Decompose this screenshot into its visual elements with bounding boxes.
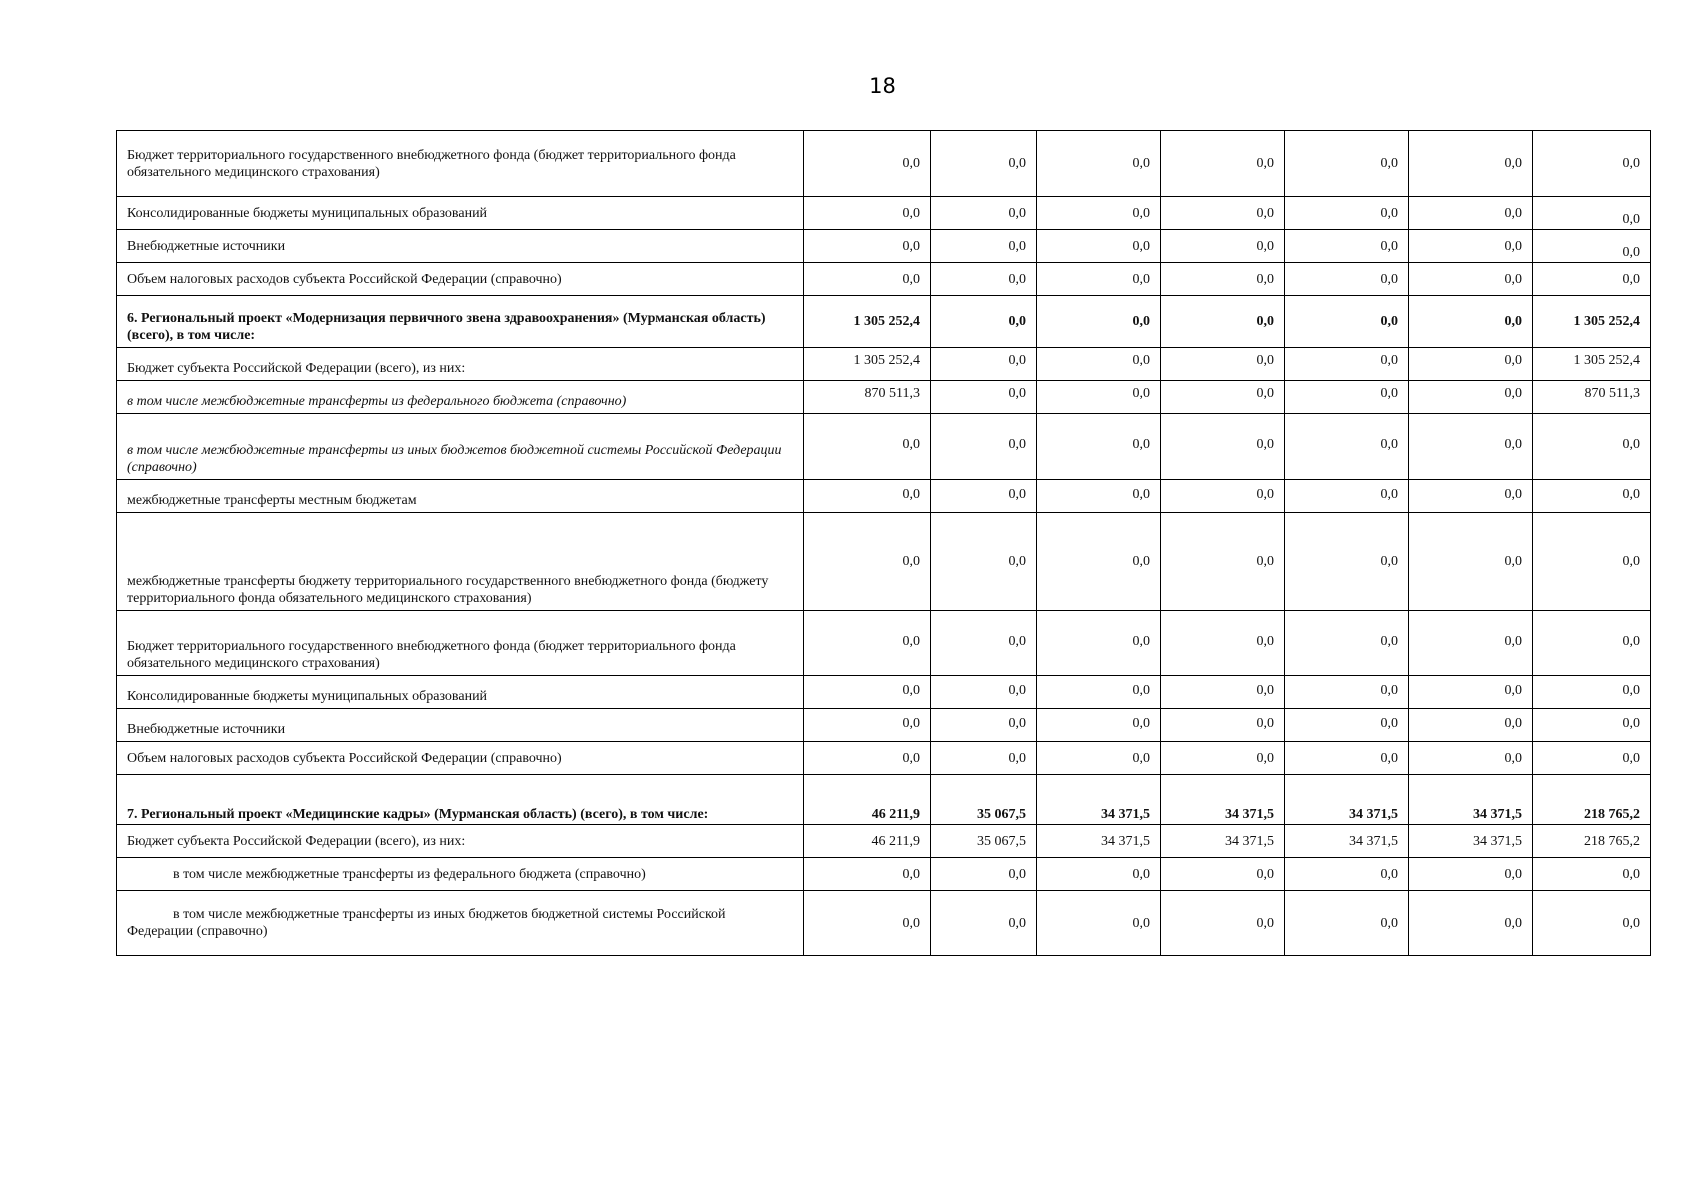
value-cell: 0,0 bbox=[1285, 197, 1409, 230]
row-label: в том числе межбюджетные трансферты из федерального бюджета (справочно) bbox=[117, 381, 804, 414]
value-cell: 1 305 252,4 bbox=[1533, 296, 1651, 348]
value-cell: 0,0 bbox=[1533, 742, 1651, 775]
value-cell: 0,0 bbox=[1285, 131, 1409, 197]
value-cell: 0,0 bbox=[1161, 709, 1285, 742]
value-cell: 34 371,5 bbox=[1037, 775, 1161, 825]
value-cell: 0,0 bbox=[804, 414, 931, 480]
row-label: в том числе межбюджетные трансферты из иных бюджетов бюджетной системы Российской Федерации (справочно) bbox=[117, 414, 804, 480]
value-cell: 0,0 bbox=[804, 858, 931, 891]
value-cell: 0,0 bbox=[1533, 263, 1651, 296]
value-cell: 0,0 bbox=[931, 348, 1037, 381]
value-cell: 0,0 bbox=[1285, 742, 1409, 775]
value-cell: 0,0 bbox=[1161, 676, 1285, 709]
value-cell: 0,0 bbox=[1285, 296, 1409, 348]
value-cell: 0,0 bbox=[1161, 131, 1285, 197]
row-label: Объем налоговых расходов субъекта Российской Федерации (справочно) bbox=[117, 263, 804, 296]
value-cell: 0,0 bbox=[931, 480, 1037, 513]
value-cell: 0,0 bbox=[804, 709, 931, 742]
value-cell: 0,0 bbox=[1409, 742, 1533, 775]
value-cell: 1 305 252,4 bbox=[804, 348, 931, 381]
value-cell: 870 511,3 bbox=[1533, 381, 1651, 414]
value-cell: 1 305 252,4 bbox=[804, 296, 931, 348]
value-cell: 0,0 bbox=[1037, 197, 1161, 230]
row-label: Бюджет субъекта Российской Федерации (всего), из них: bbox=[117, 825, 804, 858]
value-cell: 0,0 bbox=[1285, 480, 1409, 513]
value-cell: 0,0 bbox=[1533, 513, 1651, 611]
value-cell: 0,0 bbox=[1285, 709, 1409, 742]
value-cell: 0,0 bbox=[1533, 858, 1651, 891]
value-cell: 0,0 bbox=[1285, 230, 1409, 263]
value-cell: 0,0 bbox=[1285, 513, 1409, 611]
value-cell: 0,0 bbox=[1037, 858, 1161, 891]
row-label: Бюджет территориального государственного внебюджетного фонда (бюджет территориального фонда обязательного медицинского страхования) bbox=[117, 611, 804, 676]
row-label: Консолидированные бюджеты муниципальных образований bbox=[117, 676, 804, 709]
row-label: 7. Региональный проект «Медицинские кадры» (Мурманская область) (всего), в том числе: bbox=[117, 775, 804, 825]
value-cell: 0,0 bbox=[931, 381, 1037, 414]
row-label: в том числе межбюджетные трансферты из иных бюджетов бюджетной системы Российской Федерации (справочно) bbox=[117, 891, 804, 956]
value-cell: 0,0 bbox=[804, 742, 931, 775]
table-row bbox=[117, 825, 1651, 858]
value-cell: 0,0 bbox=[804, 263, 931, 296]
value-cell: 0,0 bbox=[931, 131, 1037, 197]
value-cell: 0,0 bbox=[931, 230, 1037, 263]
value-cell: 0,0 bbox=[1409, 230, 1533, 263]
row-label: межбюджетные трансферты бюджету территориального государственного внебюджетного фонда (бюджету территориального фонда обязательного медицинского страхования) bbox=[117, 513, 804, 611]
value-cell: 0,0 bbox=[1161, 513, 1285, 611]
value-cell: 0,0 bbox=[1161, 414, 1285, 480]
budget-table bbox=[116, 130, 1651, 956]
value-cell: 218 765,2 bbox=[1533, 825, 1651, 858]
value-cell: 0,0 bbox=[1161, 742, 1285, 775]
table-row bbox=[117, 513, 1651, 611]
row-label: Объем налоговых расходов субъекта Российской Федерации (справочно) bbox=[117, 742, 804, 775]
value-cell: 0,0 bbox=[1037, 131, 1161, 197]
value-cell: 218 765,2 bbox=[1533, 775, 1651, 825]
value-cell: 0,0 bbox=[1037, 709, 1161, 742]
value-cell: 0,0 bbox=[1285, 263, 1409, 296]
value-cell: 0,0 bbox=[1409, 348, 1533, 381]
value-cell: 0,0 bbox=[1409, 263, 1533, 296]
row-label: Внебюджетные источники bbox=[117, 230, 804, 263]
table-row bbox=[117, 709, 1651, 742]
value-cell: 0,0 bbox=[1533, 611, 1651, 676]
table-row bbox=[117, 775, 1651, 825]
table-row bbox=[117, 348, 1651, 381]
value-cell: 34 371,5 bbox=[1161, 775, 1285, 825]
value-cell: 0,0 bbox=[1409, 891, 1533, 956]
value-cell: 35 067,5 bbox=[931, 825, 1037, 858]
value-cell: 0,0 bbox=[931, 197, 1037, 230]
value-cell: 0,0 bbox=[1409, 296, 1533, 348]
value-cell: 0,0 bbox=[1533, 414, 1651, 480]
value-cell: 0,0 bbox=[804, 676, 931, 709]
value-cell: 34 371,5 bbox=[1161, 825, 1285, 858]
value-cell: 0,0 bbox=[1409, 131, 1533, 197]
value-cell: 0,0 bbox=[804, 197, 931, 230]
value-cell: 0,0 bbox=[804, 480, 931, 513]
value-cell: 0,0 bbox=[1161, 611, 1285, 676]
value-cell: 0,0 bbox=[1161, 480, 1285, 513]
table-row bbox=[117, 611, 1651, 676]
table-row bbox=[117, 197, 1651, 230]
table-row bbox=[117, 230, 1651, 263]
row-label: Консолидированные бюджеты муниципальных образований bbox=[117, 197, 804, 230]
value-cell: 0,0 bbox=[931, 296, 1037, 348]
table-row bbox=[117, 296, 1651, 348]
value-cell: 34 371,5 bbox=[1409, 775, 1533, 825]
row-label: Бюджет территориального государственного внебюджетного фонда (бюджет территориального фонда обязательного медицинского страхования) bbox=[117, 131, 804, 197]
value-cell: 0,0 bbox=[1037, 480, 1161, 513]
value-cell: 0,0 bbox=[1285, 858, 1409, 891]
value-cell: 0,0 bbox=[1037, 263, 1161, 296]
value-cell: 0,0 bbox=[804, 230, 931, 263]
value-cell: 0,0 bbox=[931, 414, 1037, 480]
value-cell: 46 211,9 bbox=[804, 825, 931, 858]
value-cell: 0,0 bbox=[1285, 414, 1409, 480]
value-cell: 0,0 bbox=[1533, 676, 1651, 709]
value-cell: 0,0 bbox=[1037, 348, 1161, 381]
value-cell: 0,0 bbox=[1409, 676, 1533, 709]
value-cell: 34 371,5 bbox=[1285, 775, 1409, 825]
value-cell: 0,0 bbox=[931, 742, 1037, 775]
value-cell: 46 211,9 bbox=[804, 775, 931, 825]
value-cell: 0,0 bbox=[931, 891, 1037, 956]
table-row bbox=[117, 858, 1651, 891]
value-cell: 0,0 bbox=[1161, 348, 1285, 381]
row-label: в том числе межбюджетные трансферты из федерального бюджета (справочно) bbox=[117, 858, 804, 891]
value-cell: 0,0 bbox=[1533, 230, 1651, 263]
value-cell: 0,0 bbox=[1409, 197, 1533, 230]
value-cell: 0,0 bbox=[1533, 480, 1651, 513]
table-row bbox=[117, 891, 1651, 956]
value-cell: 0,0 bbox=[1533, 197, 1651, 230]
value-cell: 0,0 bbox=[1533, 709, 1651, 742]
value-cell: 0,0 bbox=[1037, 230, 1161, 263]
value-cell: 0,0 bbox=[931, 709, 1037, 742]
value-cell: 0,0 bbox=[1409, 381, 1533, 414]
row-label: Внебюджетные источники bbox=[117, 709, 804, 742]
value-cell: 0,0 bbox=[1037, 296, 1161, 348]
value-cell: 0,0 bbox=[1037, 414, 1161, 480]
value-cell: 0,0 bbox=[1161, 197, 1285, 230]
value-cell: 34 371,5 bbox=[1285, 825, 1409, 858]
value-cell: 870 511,3 bbox=[804, 381, 931, 414]
table-row bbox=[117, 480, 1651, 513]
row-label: Бюджет субъекта Российской Федерации (всего), из них: bbox=[117, 348, 804, 381]
value-cell: 0,0 bbox=[804, 891, 931, 956]
value-cell: 0,0 bbox=[1409, 709, 1533, 742]
value-cell: 0,0 bbox=[931, 858, 1037, 891]
value-cell: 0,0 bbox=[1409, 513, 1533, 611]
value-cell: 0,0 bbox=[1161, 263, 1285, 296]
table-row bbox=[117, 742, 1651, 775]
table-row bbox=[117, 263, 1651, 296]
value-cell: 0,0 bbox=[1037, 742, 1161, 775]
value-cell: 0,0 bbox=[931, 611, 1037, 676]
table-row bbox=[117, 131, 1651, 197]
value-cell: 0,0 bbox=[1161, 230, 1285, 263]
value-cell: 0,0 bbox=[804, 513, 931, 611]
value-cell: 0,0 bbox=[1161, 381, 1285, 414]
value-cell: 0,0 bbox=[1037, 513, 1161, 611]
value-cell: 0,0 bbox=[1161, 891, 1285, 956]
table-row bbox=[117, 414, 1651, 480]
value-cell: 0,0 bbox=[1409, 480, 1533, 513]
value-cell: 0,0 bbox=[1037, 676, 1161, 709]
value-cell: 0,0 bbox=[1409, 414, 1533, 480]
value-cell: 0,0 bbox=[1037, 891, 1161, 956]
table-row bbox=[117, 676, 1651, 709]
value-cell: 0,0 bbox=[1285, 676, 1409, 709]
value-cell: 1 305 252,4 bbox=[1533, 348, 1651, 381]
value-cell: 0,0 bbox=[1285, 891, 1409, 956]
value-cell: 0,0 bbox=[931, 513, 1037, 611]
value-cell: 0,0 bbox=[804, 131, 931, 197]
value-cell: 0,0 bbox=[1285, 381, 1409, 414]
value-cell: 0,0 bbox=[1161, 296, 1285, 348]
value-cell: 0,0 bbox=[1037, 611, 1161, 676]
value-cell: 34 371,5 bbox=[1409, 825, 1533, 858]
table-row bbox=[117, 381, 1651, 414]
row-label: 6. Региональный проект «Модернизация первичного звена здравоохранения» (Мурманская область) (всего), в том числе: bbox=[117, 296, 804, 348]
row-label: межбюджетные трансферты местным бюджетам bbox=[117, 480, 804, 513]
value-cell: 0,0 bbox=[931, 263, 1037, 296]
value-cell: 34 371,5 bbox=[1037, 825, 1161, 858]
value-cell: 0,0 bbox=[804, 611, 931, 676]
value-cell: 0,0 bbox=[1285, 611, 1409, 676]
value-cell: 0,0 bbox=[1285, 348, 1409, 381]
page-number: 18 bbox=[869, 74, 896, 98]
budget-table-body bbox=[117, 131, 1651, 956]
value-cell: 0,0 bbox=[1533, 131, 1651, 197]
value-cell: 35 067,5 bbox=[931, 775, 1037, 825]
value-cell: 0,0 bbox=[1533, 891, 1651, 956]
value-cell: 0,0 bbox=[931, 676, 1037, 709]
value-cell: 0,0 bbox=[1409, 611, 1533, 676]
value-cell: 0,0 bbox=[1161, 858, 1285, 891]
value-cell: 0,0 bbox=[1409, 858, 1533, 891]
value-cell: 0,0 bbox=[1037, 381, 1161, 414]
